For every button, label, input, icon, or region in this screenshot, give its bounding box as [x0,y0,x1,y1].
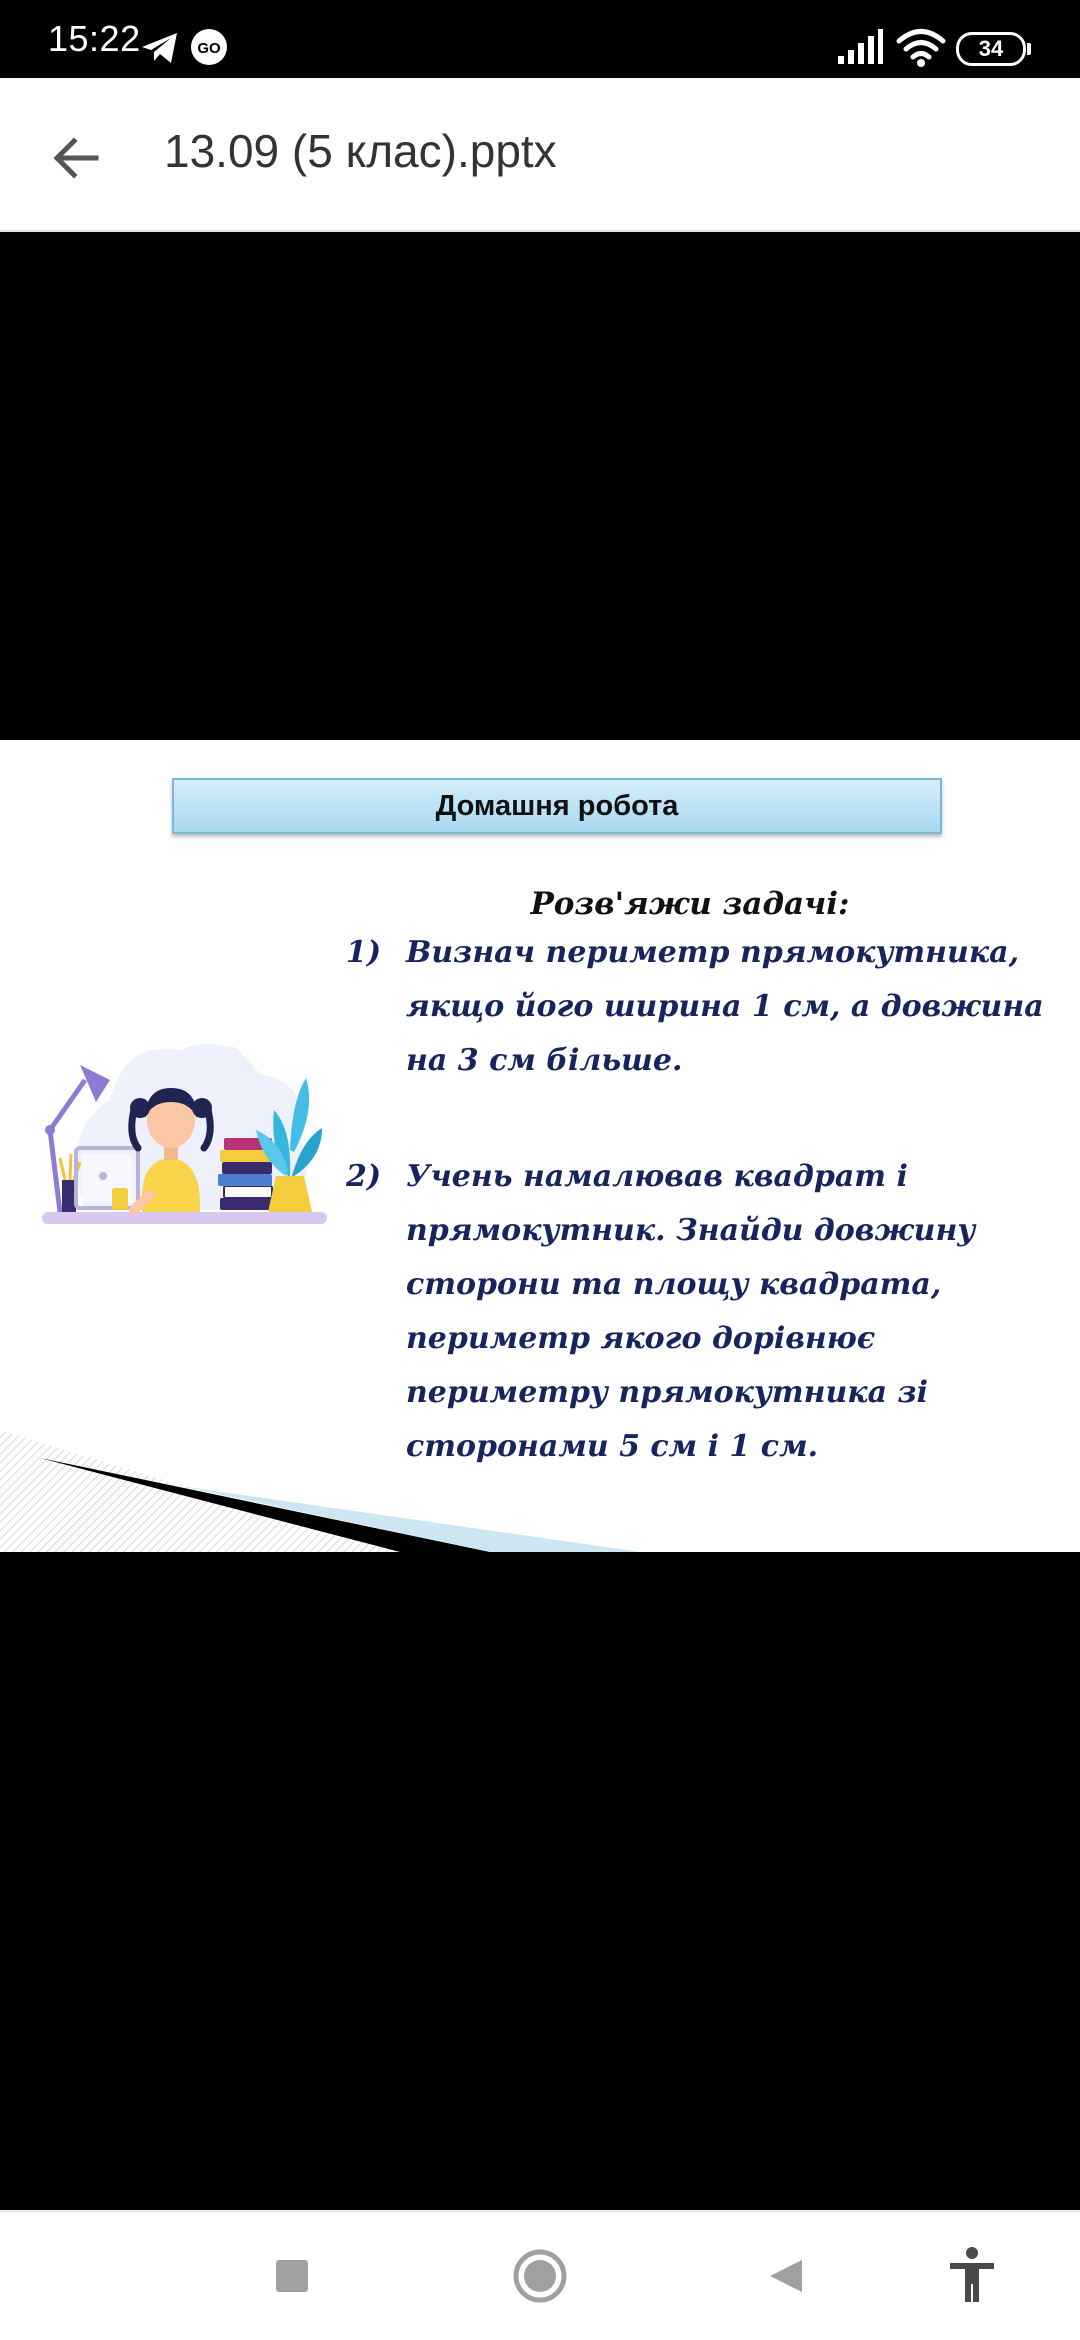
home-button[interactable] [504,2240,576,2312]
task-number: 2) [346,1159,382,1194]
document-title: 13.09 (5 клас).pptx [164,125,557,177]
signal-icon [836,28,884,66]
app-bar [0,78,1080,232]
task-text: Учень намалював квадрат і прямокутник. Знайди довжину сторони та площу квадрата, периметр якого дорівнює периметру прямокутника зі сторонами 5 см і 1 см. [406,1159,976,1464]
nav-back-button[interactable] [750,2240,822,2312]
girl-studying-illustration [30,980,340,1260]
svg-text:GO: GO [197,40,221,57]
status-bar [0,0,1080,78]
recents-button[interactable] [256,2240,328,2312]
home-circle-icon [512,2248,568,2304]
task-heading: Розв'яжи задачі: [530,886,850,922]
decorative-swoosh [0,1420,1080,1552]
accessibility-button[interactable] [936,2240,1008,2312]
task-text: Визнач периметр прямокутника, якщо його ширина 1 см, а довжина на 3 см більше. [406,935,1044,1078]
slide[interactable] [0,740,1080,1552]
homework-banner: Домашня робота [172,778,942,834]
back-button[interactable] [36,118,116,198]
battery-icon [956,32,1026,66]
back-triangle-icon [766,2256,806,2296]
task-number: 1) [346,935,382,970]
arrow-left-icon [50,132,102,184]
accessibility-icon [946,2246,998,2306]
go-icon [190,28,228,66]
status-time: 15:22 [48,18,141,59]
wifi-icon [896,28,946,68]
square-icon [274,2258,310,2294]
task-item-1 [346,926,1046,1096]
navigation-bar [0,2210,1080,2340]
telegram-icon [140,30,180,66]
battery-level: 34 [978,36,1004,61]
